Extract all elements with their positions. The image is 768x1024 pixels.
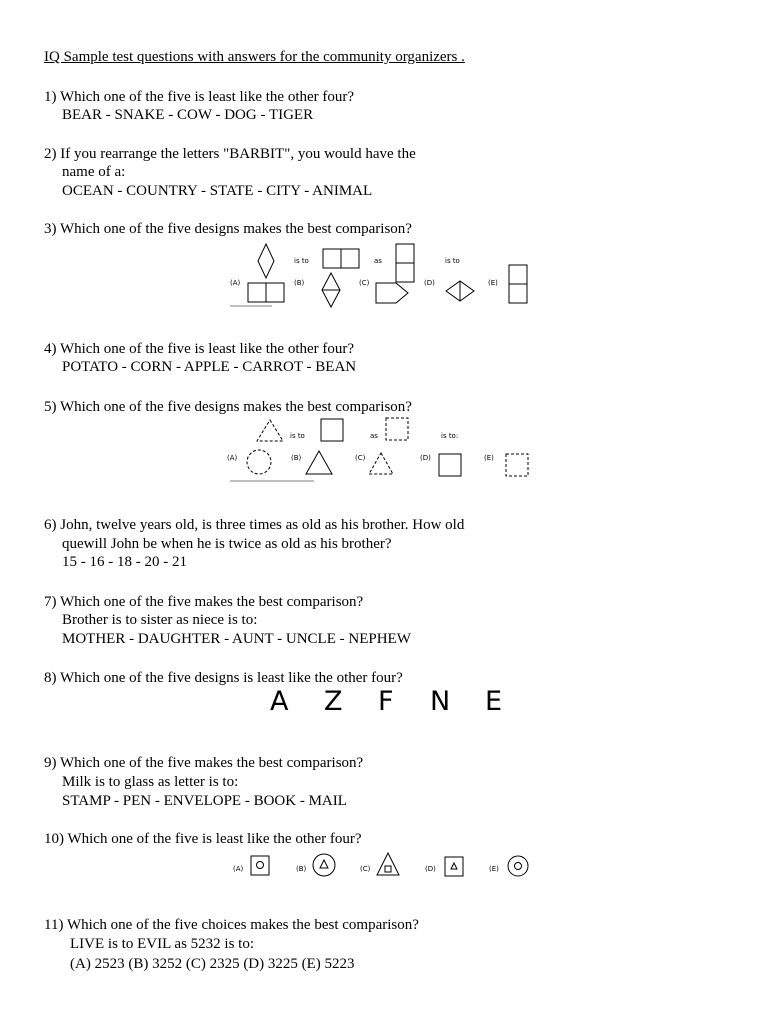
question-9-text: 9) Which one of the five makes the best comparison?	[44, 755, 364, 771]
question-1-text: 1) Which one of the five is least like the other four?	[44, 89, 355, 105]
q3-option-a-label: (A)	[230, 279, 241, 287]
q10-option-b-label: (B)	[296, 865, 307, 873]
question-2-text-cont: name of a:	[62, 164, 126, 180]
question-3-text: 3) Which one of the five designs makes the best comparison?	[44, 221, 412, 237]
question-9-text-cont: Milk is to glass as letter is to:	[62, 774, 239, 790]
question-6-options: 15 - 16 - 18 - 20 - 21	[62, 554, 187, 570]
page-title: IQ Sample test questions with answers for the community organizers .	[44, 49, 465, 65]
question-10-text: 10) Which one of the five is least like the other four?	[44, 831, 362, 847]
q8-letter-n: N	[430, 686, 451, 717]
question-11-text-cont: LIVE is to EVIL as 5232 is to:	[70, 936, 255, 952]
question-2-text: 2) If you rearrange the letters "BARBIT", you would have the	[44, 146, 416, 162]
q5-option-e-label: (E)	[484, 454, 494, 462]
q10-option-d-label: (D)	[425, 865, 436, 873]
q5-option-c-label: (C)	[355, 454, 366, 462]
q10-option-a-inner-circle	[257, 862, 264, 869]
q8-letter-e: E	[485, 686, 503, 717]
q10-option-e-inner-circle	[515, 863, 522, 870]
q3-option-d-label: (D)	[424, 279, 435, 287]
question-8-text: 8) Which one of the five designs is least like the other four?	[44, 670, 403, 686]
q10-option-d-inner-triangle	[451, 863, 457, 869]
question-11-options: (A) 2523 (B) 3252 (C) 2325 (D) 3225 (E) 5223	[70, 956, 355, 972]
q5-option-b-label: (B)	[291, 454, 302, 462]
q5-option-a-label: (A)	[227, 454, 238, 462]
q5-is-to-label: is to	[290, 432, 305, 440]
q10-option-e-shape	[508, 856, 528, 876]
q10-option-b-inner-triangle	[320, 860, 328, 868]
question-4-options: POTATO - CORN - APPLE - CARROT - BEAN	[62, 359, 357, 375]
question-5-text: 5) Which one of the five designs makes the best comparison?	[44, 399, 412, 415]
q10-option-e-label: (E)	[489, 865, 499, 873]
question-2-options: OCEAN - COUNTRY - STATE - CITY - ANIMAL	[62, 183, 373, 199]
q5-option-d-label: (D)	[420, 454, 431, 462]
question-7-text-cont: Brother is to sister as niece is to:	[62, 612, 258, 628]
question-4-text: 4) Which one of the five is least like the other four?	[44, 341, 355, 357]
question-6-text: 6) John, twelve years old, is three times as old as his brother. How old	[44, 517, 465, 533]
question-7-text: 7) Which one of the five makes the best comparison?	[44, 594, 364, 610]
q8-letter-z: Z	[324, 686, 343, 717]
q10-option-a-shape	[251, 856, 269, 875]
q10-option-c-inner-square	[385, 866, 391, 872]
q3-option-e-label: (E)	[488, 279, 498, 287]
q3-is-to-label: is to	[294, 257, 309, 265]
question-6-text-cont: quewill John be when he is twice as old as his brother?	[62, 536, 392, 552]
q5-as-label: as	[370, 432, 378, 440]
q8-letter-f: F	[378, 686, 394, 717]
q8-letter-a: A	[270, 686, 289, 717]
q5-is-to-label-2: is to:	[441, 432, 459, 440]
q3-option-c-label: (C)	[359, 279, 370, 287]
q10-option-c-label: (C)	[360, 865, 371, 873]
q3-option-b-label: (B)	[294, 279, 305, 287]
q3-as-label: as	[374, 257, 382, 265]
q10-option-a-label: (A)	[233, 865, 244, 873]
q10-option-b-shape	[313, 854, 335, 876]
question-9-options: STAMP - PEN - ENVELOPE - BOOK - MAIL	[62, 793, 347, 809]
question-1-options: BEAR - SNAKE - COW - DOG - TIGER	[62, 107, 314, 123]
question-11-text: 11) Which one of the five choices makes the best comparison?	[44, 917, 419, 933]
q10-option-d-shape	[445, 857, 463, 876]
q3-is-to-label-2: is to	[445, 257, 460, 265]
question-7-options: MOTHER - DAUGHTER - AUNT - UNCLE - NEPHEW	[62, 631, 411, 647]
